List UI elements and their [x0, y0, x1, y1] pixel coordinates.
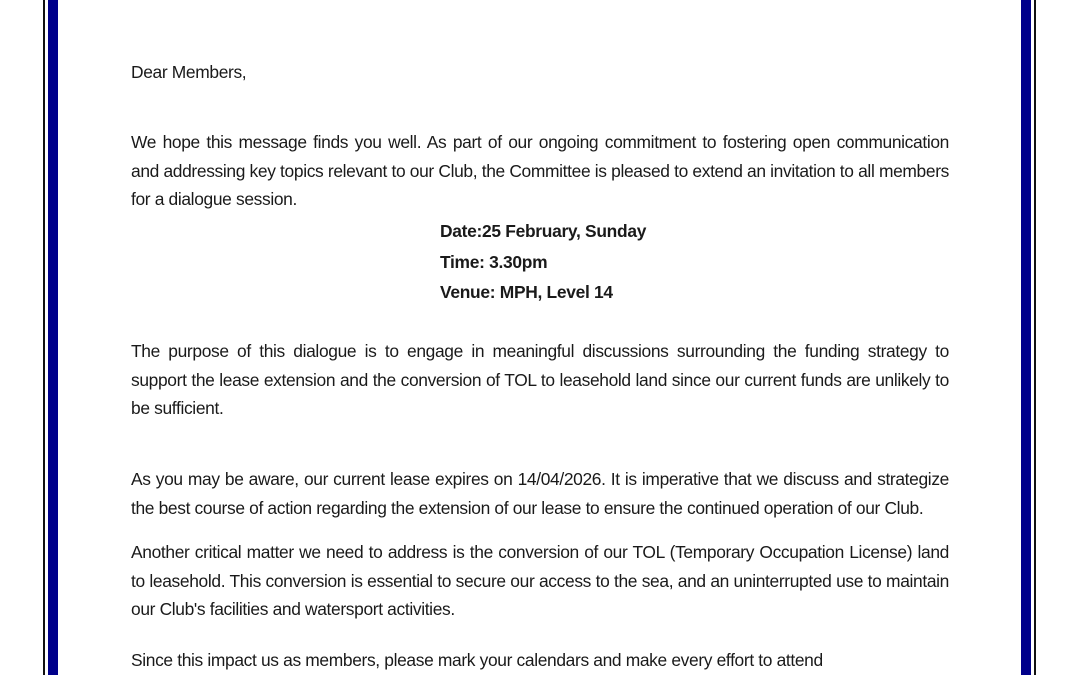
- page-border-left-band: [48, 0, 58, 675]
- purpose-paragraph: The purpose of this dialogue is to engage in meaningful discussions surrounding the funding strategy to support the lease extension and the conversion of TOL to leasehold land since our current funds are unlikely to be sufficient.: [131, 341, 949, 418]
- page-border-right-band: [1021, 0, 1031, 675]
- event-venue: Venue: MPH, Level 14: [440, 282, 613, 302]
- closing-paragraph: Since this impact us as members, please mark your calendars and make every effort to attend: [131, 650, 823, 670]
- event-details: [440, 216, 646, 308]
- lease-paragraph: As you may be aware, our current lease expires on 14/04/2026. It is imperative that we discuss and strategize the best course of action regarding the extension of our lease to ensure the continued operation of our Club.: [131, 469, 949, 518]
- page-border-left-line: [43, 0, 45, 675]
- page-border-right-line: [1034, 0, 1036, 675]
- event-date: Date:25 February, Sunday: [440, 221, 647, 241]
- tol-conversion-paragraph: Another critical matter we need to address is the conversion of our TOL (Temporary Occupation License) land to leasehold. This conversion is essential to secure our access to the sea, and an uninterrupted use to maintain our Club's facilities and watersport activities.: [131, 542, 949, 619]
- event-time: Time: 3.30pm: [440, 251, 548, 272]
- intro-paragraph: We hope this message finds you well. As part of our ongoing commitment to fostering open communication and addressing key topics relevant to our Club, the Committee is pleased to extend an invitation to all members for a dialogue session.: [131, 132, 949, 209]
- salutation: Dear Members,: [131, 62, 247, 82]
